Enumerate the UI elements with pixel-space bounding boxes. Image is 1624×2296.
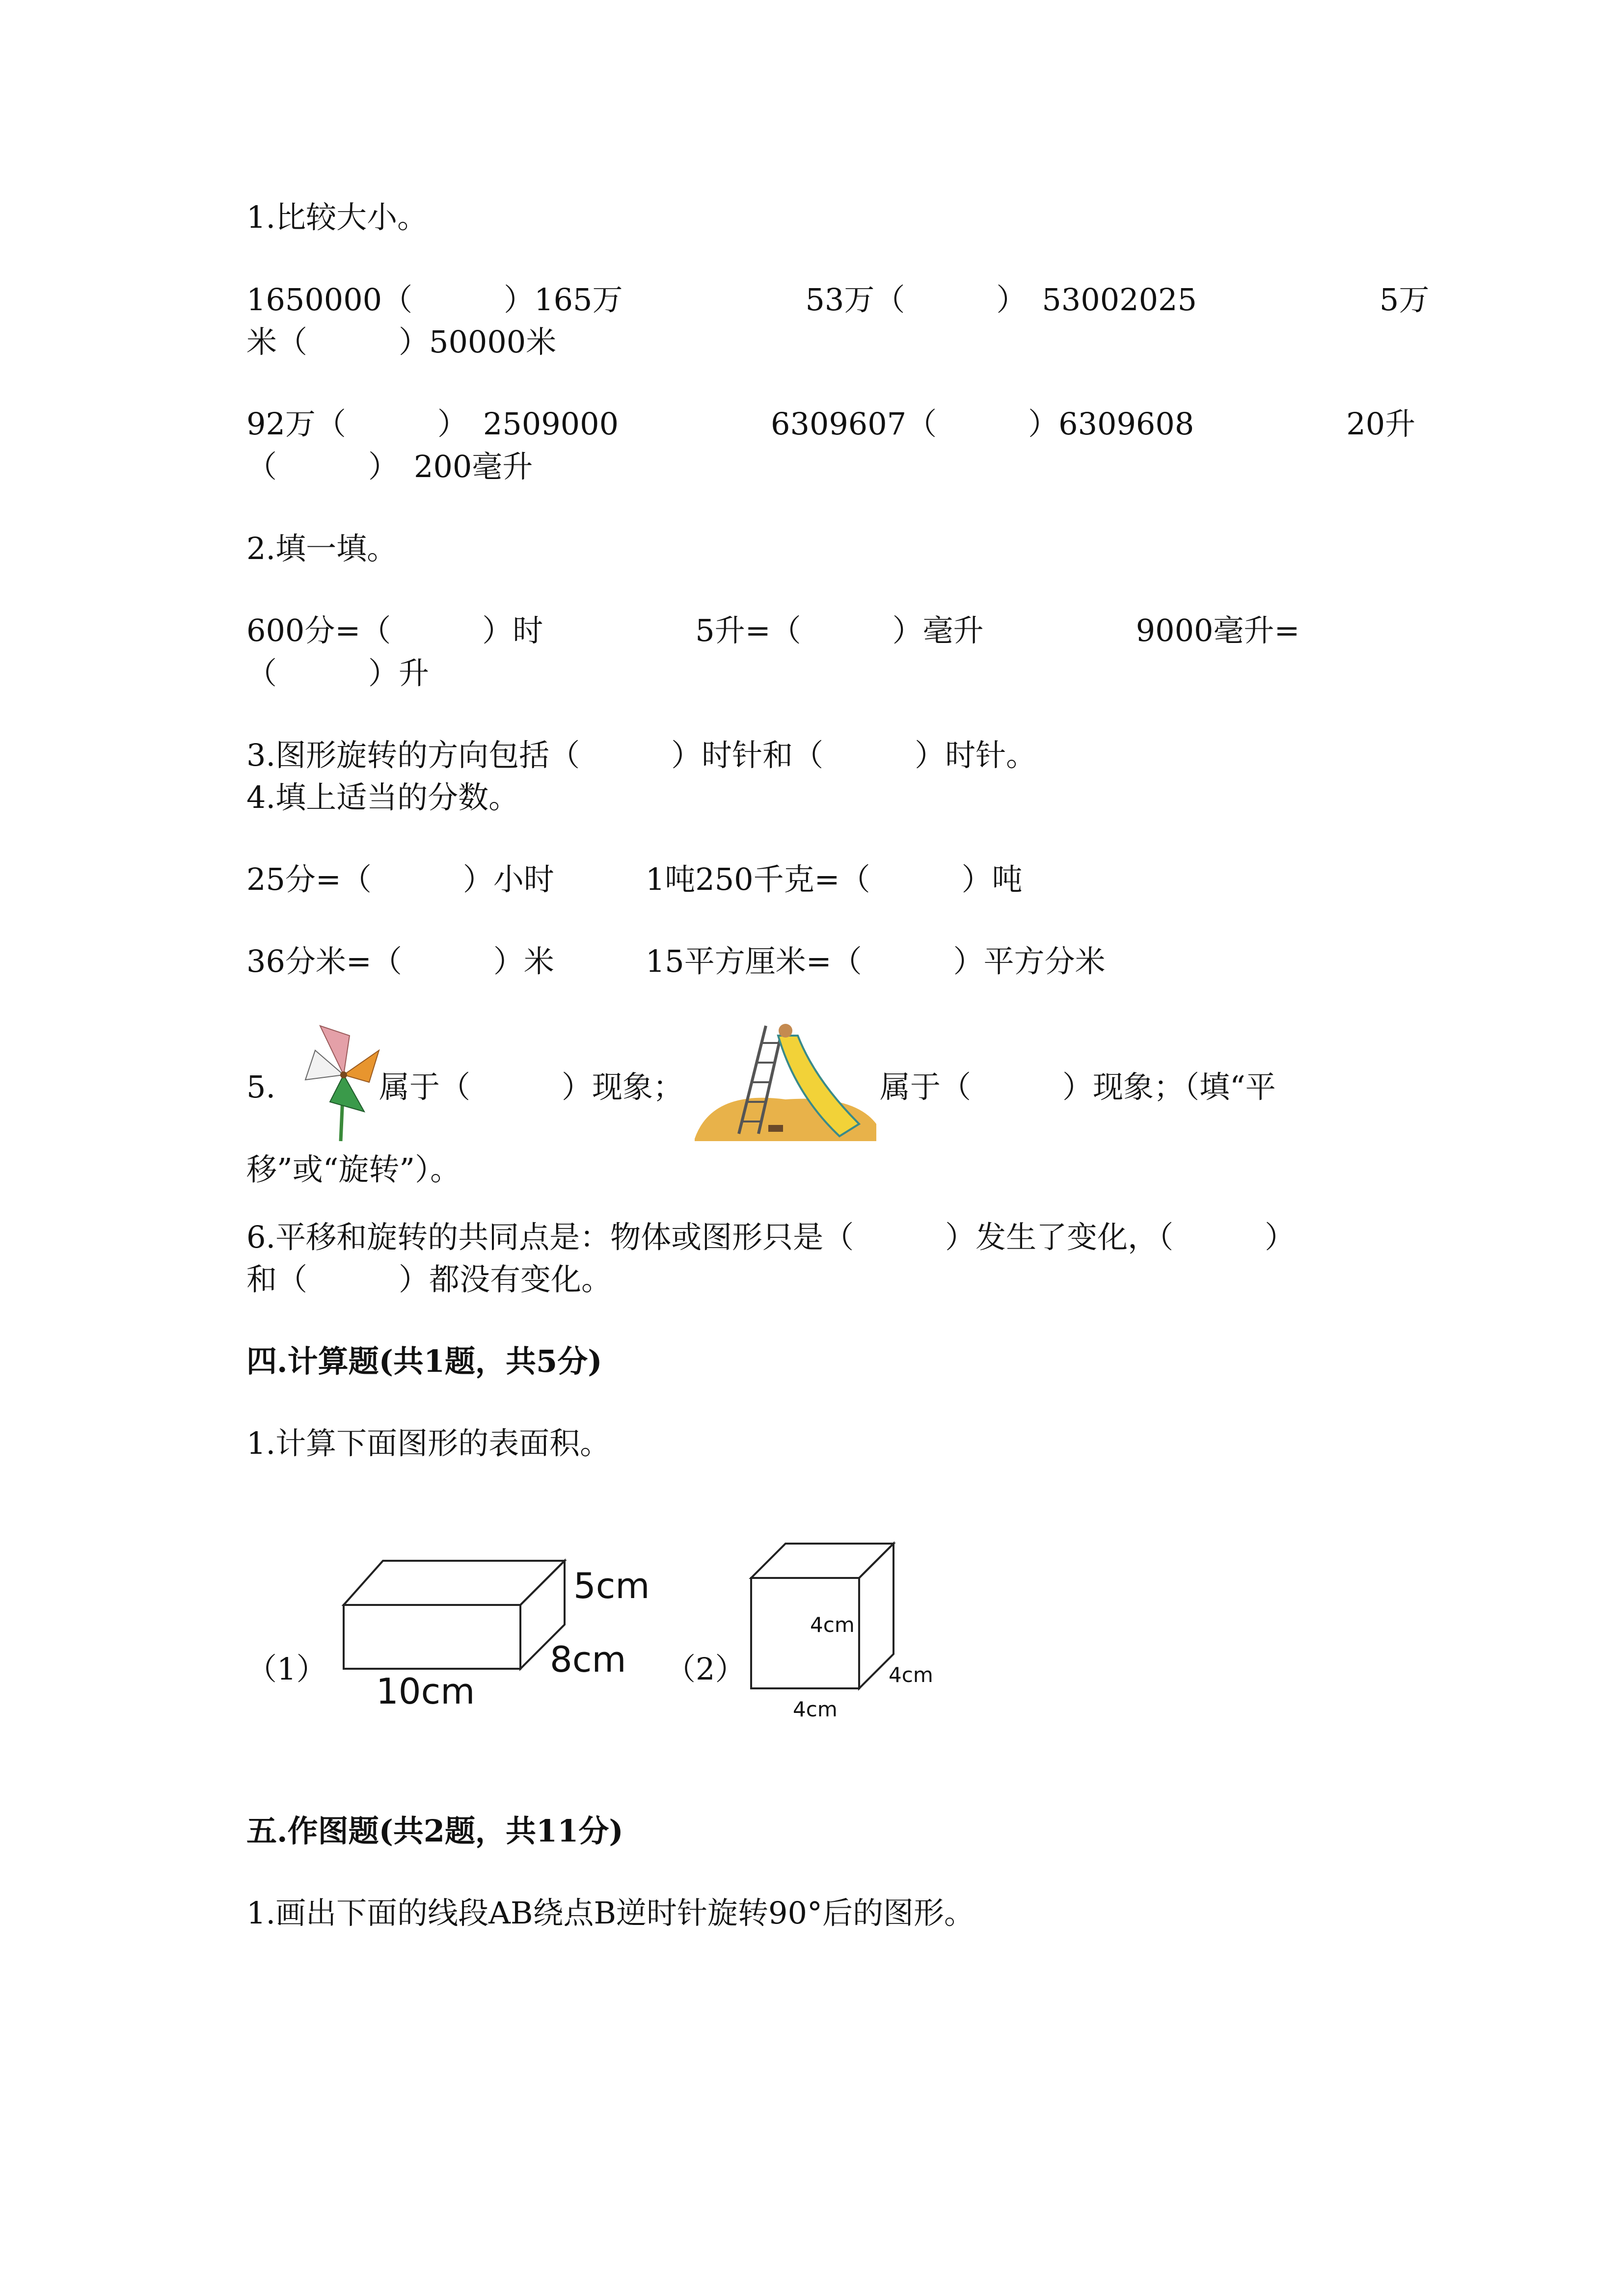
fig2-width-label: 4cm <box>889 1663 933 1687</box>
section5-q1: 1.画出下面的线段AB绕点B逆时针旋转90°后的图形。 <box>246 1895 974 1931</box>
pinwheel-center <box>340 1071 347 1078</box>
q2-title: 2.填一填。 <box>246 531 398 566</box>
fig1-height-label: 5cm <box>573 1565 650 1606</box>
pinwheel-image <box>300 1016 384 1144</box>
section5-heading: 五.作图题(共2题，共11分) <box>246 1813 623 1849</box>
fig2-length-label: 4cm <box>793 1697 838 1721</box>
q1-row2a: 92万（ ） 2509000 6309607（ ）6309608 20升 <box>246 406 1416 442</box>
cube-top-face <box>751 1544 893 1578</box>
q1-row1a: 1650000（ ）165万 53万（ ） 53002025 5万 <box>246 282 1430 318</box>
q2-rowb: （ ）升 <box>246 655 430 691</box>
q1-title: 1.比较大小。 <box>246 199 428 235</box>
q1-row2b: （ ） 200毫升 <box>246 449 533 484</box>
q4-title: 4.填上适当的分数。 <box>246 779 519 815</box>
section4-q1: 1.计算下面图形的表面积。 <box>246 1425 611 1461</box>
sand-toy <box>768 1125 783 1132</box>
q5-num: 5. <box>246 1069 276 1105</box>
fig1-label: （1） <box>246 1651 327 1687</box>
child-head <box>779 1024 792 1038</box>
pinwheel-blade-orange <box>344 1050 379 1082</box>
q5-part1: 属于（ ）现象； <box>379 1069 684 1105</box>
fig2-label: （2） <box>665 1651 746 1687</box>
pinwheel-blade-green <box>330 1075 364 1112</box>
q5-part2: 属于（ ）现象；（填“平 <box>880 1069 1276 1105</box>
q5-part3: 移”或“旋转”）。 <box>246 1151 461 1187</box>
q1-row1b: 米（ ）50000米 <box>246 324 557 360</box>
q4-row2: 36分米=（ ）米 15平方厘米=（ ）平方分米 <box>246 943 1106 979</box>
q3-text: 3.图形旋转的方向包括（ ）时针和（ ）时针。 <box>246 737 1037 773</box>
fig2-height-label: 4cm <box>810 1613 855 1637</box>
q4-row1: 25分=（ ）小时 1吨250千克=（ ）吨 <box>246 861 1023 897</box>
slide-image <box>692 1016 879 1144</box>
q2-rowa: 600分=（ ）时 5升=（ ）毫升 9000毫升= <box>246 613 1300 648</box>
fig1-length-label: 10cm <box>376 1671 475 1712</box>
q6-rowb: 和（ ）都没有变化。 <box>246 1261 612 1297</box>
cuboid-front-face <box>344 1605 520 1669</box>
section4-heading: 四.计算题(共1题，共5分) <box>246 1343 602 1379</box>
q6-rowa: 6.平移和旋转的共同点是：物体或图形只是（ ）发生了变化，（ ） <box>246 1219 1296 1255</box>
fig1-width-label: 8cm <box>550 1639 626 1680</box>
cuboid-top-face <box>344 1561 565 1605</box>
